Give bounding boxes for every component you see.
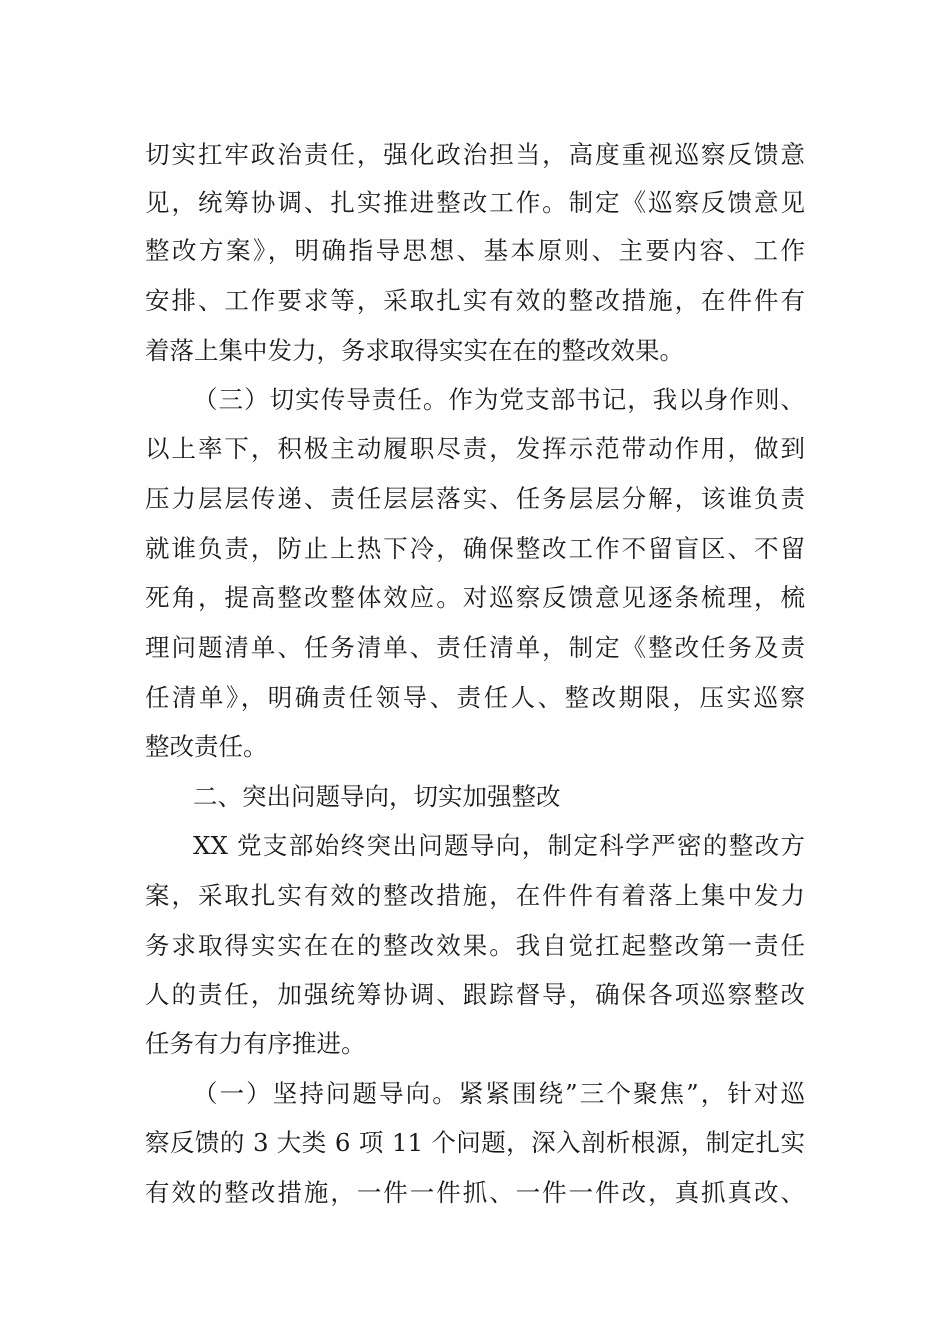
text-line: 压力层层传递、责任层层落实、任务层层分解，该谁负责 xyxy=(145,484,805,513)
text-line: 察反馈的 3 大类 6 项 11 个问题，深入剖析根源，制定扎实 xyxy=(145,1128,805,1157)
text-line: 整改方案》，明确指导思想、基本原则、主要内容、工作 xyxy=(145,236,805,265)
text-line: 务求取得实实在在的整改效果。我自觉扛起整改第一责任 xyxy=(145,931,805,960)
section-heading-1: （一）坚持问题导向。紧紧围绕”三个聚焦”，针对巡 xyxy=(193,1079,805,1108)
text-line: 切实扛牢政治责任，强化政治担当，高度重视巡察反馈意 xyxy=(145,140,805,169)
text-line: 任务有力有序推进。 xyxy=(145,1029,366,1058)
section-heading-3: （三）切实传导责任。作为党支部书记，我以身作则、 xyxy=(193,385,805,414)
text-line: 整改责任。 xyxy=(145,732,268,761)
section-heading: 二、突出问题导向，切实加强整改 xyxy=(193,782,561,811)
text-line: 任清单》，明确责任领导、责任人、整改期限，压实巡察 xyxy=(145,683,805,712)
paragraph-start: XX 党支部始终突出问题导向，制定科学严密的整改方 xyxy=(193,831,805,860)
text-line: 以上率下，积极主动履职尽责，发挥示范带动作用，做到 xyxy=(145,434,805,463)
text-line: 案，采取扎实有效的整改措施，在件件有着落上集中发力 xyxy=(145,881,805,910)
text-line: 就谁负责，防止上热下冷，确保整改工作不留盲区、不留 xyxy=(145,534,805,563)
text-line: 安排、工作要求等，采取扎实有效的整改措施，在件件有 xyxy=(145,286,805,315)
text-line: 理问题清单、任务清单、责任清单，制定《整改任务及责 xyxy=(145,633,805,662)
text-line: 着落上集中发力，务求取得实实在在的整改效果。 xyxy=(145,336,684,365)
text-line: 人的责任，加强统筹协调、跟踪督导，确保各项巡察整改 xyxy=(145,980,805,1009)
text-line: 见，统筹协调、扎实推进整改工作。制定《巡察反馈意见 xyxy=(145,188,805,217)
text-line: 有效的整改措施，一件一件抓、一件一件改，真抓真改、 xyxy=(145,1178,805,1207)
text-line: 死角，提高整改整体效应。对巡察反馈意见逐条梳理，梳 xyxy=(145,583,805,612)
